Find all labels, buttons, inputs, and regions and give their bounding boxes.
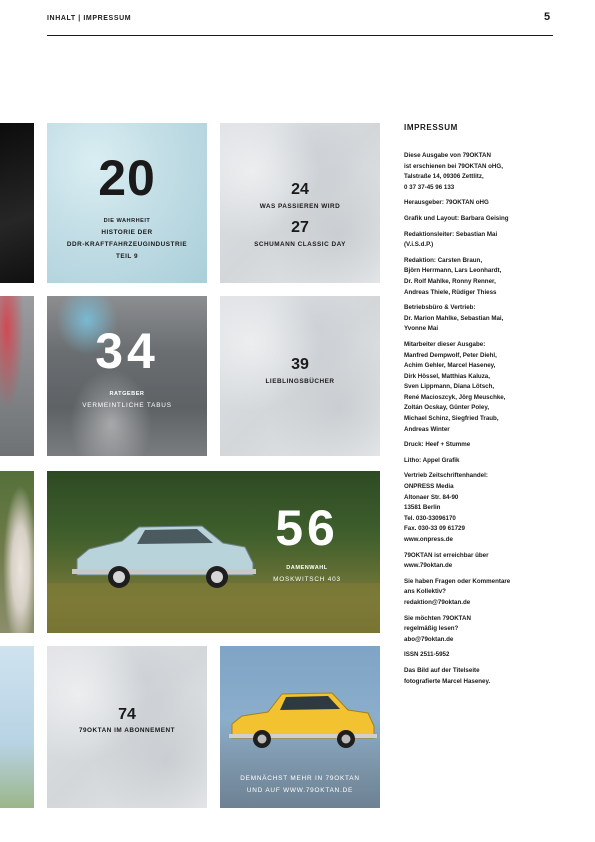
- impressum-line: Druck: Heef + Stumme: [404, 441, 471, 449]
- impressum-line: Dirk Hössel, Matthias Kaluza,: [404, 372, 490, 380]
- impressum-block: [404, 650, 564, 661]
- tile-label: DEMNÄCHST MEHR IN 79OKTAN: [240, 775, 360, 782]
- impressum-line: Björn Herrmann, Lars Leonhardt,: [404, 267, 502, 275]
- impressum-line: www.onpress.de: [404, 536, 453, 543]
- impressum-line: (V.i.S.d.P.): [404, 241, 434, 249]
- tile-number: 27: [291, 219, 309, 236]
- impressum-line: Sven Lippmann, Diana Lötsch,: [404, 383, 495, 391]
- impressum-line: 0 37 37-45 96 133: [404, 183, 455, 191]
- tile-56-moskwitsch[interactable]: [47, 471, 380, 633]
- impressum-line: Fax. 030-33 09 61729: [404, 525, 465, 533]
- tile-number: 74: [118, 706, 136, 723]
- tile-number: 20: [98, 150, 156, 206]
- impressum-line: ist erschienen bei 79OKTAN oHG,: [404, 162, 503, 170]
- impressum-block: [404, 303, 564, 335]
- photo-tile-dark: [0, 123, 34, 283]
- section-title: INHALT | IMPRESSUM: [47, 15, 132, 22]
- tile-label: UND AUF WWW.79OKTAN.DE: [246, 787, 354, 794]
- tile-24-27[interactable]: [220, 123, 380, 283]
- impressum-line: regelmäßig lesen?: [404, 625, 459, 633]
- impressum-block: [404, 230, 564, 251]
- tile-label: HISTORIE DER: [101, 229, 153, 236]
- impressum-block: [404, 340, 564, 435]
- impressum-line: Sie haben Fragen oder Kommentare: [404, 577, 511, 585]
- impressum-block: [404, 577, 564, 609]
- impressum-line: www.79oktan.de: [404, 562, 453, 570]
- impressum-block: [404, 666, 564, 687]
- impressum-line: Mitarbeiter dieser Ausgabe:: [404, 340, 486, 348]
- tile-kicker: DIE WAHRHEIT: [103, 218, 151, 224]
- impressum-block: [404, 151, 564, 193]
- tile-label: TEIL 9: [115, 253, 139, 260]
- impressum-block: [404, 214, 564, 225]
- impressum-line: Das Bild auf der Titelseite: [404, 666, 480, 674]
- page-number: 5: [544, 11, 551, 23]
- impressum-block: [404, 198, 564, 209]
- tile-39-books[interactable]: [220, 296, 380, 456]
- impressum-line: abo@79oktan.de: [404, 635, 454, 643]
- impressum-line: Altonaer Str. 84-90: [404, 493, 459, 501]
- impressum-line: Andreas Winter: [404, 425, 450, 433]
- impressum-line: Sie möchten 79OKTAN: [404, 614, 471, 622]
- impressum-block: [404, 471, 564, 545]
- tile-34-advice[interactable]: [47, 296, 207, 456]
- impressum-line: Michael Schinz, Siegfried Traub,: [404, 415, 499, 423]
- impressum-block: [404, 614, 564, 646]
- impressum-line: Redaktionsleiter: Sebastian Mai: [404, 230, 498, 238]
- tile-number: 56: [275, 500, 339, 556]
- impressum-line: René Macioszcyk, Jörg Meuschke,: [404, 393, 506, 401]
- tile-label: MOSKWITSCH 403: [273, 576, 341, 583]
- tile-number: 39: [291, 356, 309, 373]
- tile-label: DDR-KRAFTFAHRZEUGINDUSTRIE: [66, 241, 188, 248]
- impressum-line: Herausgeber: 79OKTAN oHG: [404, 199, 489, 207]
- impressum-line: ISSN 2511-5952: [404, 651, 450, 659]
- photo-tile-water-left: [0, 296, 34, 456]
- impressum-line: Talstraße 14, 09306 Zettlitz,: [404, 173, 484, 181]
- impressum-block: [404, 551, 564, 572]
- impressum-line: Zoltán Ocskay, Günter Poley,: [404, 404, 490, 412]
- tile-number: 24: [291, 181, 309, 198]
- tile-label: WAS PASSIEREN WIRD: [259, 203, 341, 210]
- tile-coming-soon[interactable]: [220, 646, 380, 808]
- impressum-line: ONPRESS Media: [404, 483, 454, 491]
- impressum-block: [404, 440, 564, 451]
- impressum-line: Manfred Dempwolf, Peter Diehl,: [404, 351, 497, 359]
- impressum-block: [404, 256, 564, 298]
- impressum-line: Yvonne Mai: [404, 325, 439, 333]
- tile-label: LIEBLINGSBÜCHER: [265, 378, 335, 385]
- photo-tile-sky-left: [0, 646, 34, 808]
- tile-label: VERMEINTLICHE TABUS: [82, 402, 172, 409]
- impressum-line: fotografierte Marcel Haseney.: [404, 677, 491, 685]
- impressum-line: Dr. Rolf Mahlke, Ronny Renner,: [404, 277, 496, 285]
- tile-kicker: RATGEBER: [109, 391, 145, 397]
- impressum-line: ans Kollektiv?: [404, 588, 446, 596]
- tile-20-history[interactable]: [47, 123, 207, 283]
- impressum-line: Redaktion: Carsten Braun,: [404, 256, 483, 264]
- impressum-line: Diese Ausgabe von 79OKTAN: [404, 152, 491, 159]
- impressum-line: Dr. Marion Mahlke, Sebastian Mai,: [404, 314, 504, 322]
- tile-label: 79OKTAN IM ABONNEMENT: [78, 727, 176, 734]
- impressum-line: Betriebsbüro & Vertrieb:: [404, 304, 476, 312]
- tile-74-subscription[interactable]: [47, 646, 207, 808]
- impressum-line: Litho: Appel Grafik: [404, 456, 460, 464]
- tile-kicker: DAMENWAHL: [286, 565, 328, 571]
- header-rule: [47, 35, 553, 36]
- impressum-line: Tel. 030-33096170: [404, 514, 456, 522]
- impressum-line: Vertrieb Zeitschriftenhandel:: [404, 472, 488, 480]
- impressum-line: 79OKTAN ist erreichbar über: [404, 551, 489, 559]
- impressum-line: redaktion@79oktan.de: [404, 598, 471, 606]
- tile-label: SCHUMANN CLASSIC DAY: [254, 241, 346, 248]
- impressum-line: Grafik und Layout: Barbara Geising: [404, 214, 509, 222]
- photo-tile-car-left: [0, 471, 34, 633]
- impressum-line: Achim Gehler, Marcel Haseney,: [404, 362, 496, 370]
- impressum-block: [404, 456, 564, 467]
- tile-number: 34: [95, 323, 159, 379]
- impressum-line: Andreas Thiele, Rüdiger Thiess: [404, 288, 497, 296]
- impressum-column: [404, 151, 564, 692]
- impressum-title: IMPRESSUM: [404, 123, 458, 132]
- impressum-line: 13581 Berlin: [404, 504, 441, 512]
